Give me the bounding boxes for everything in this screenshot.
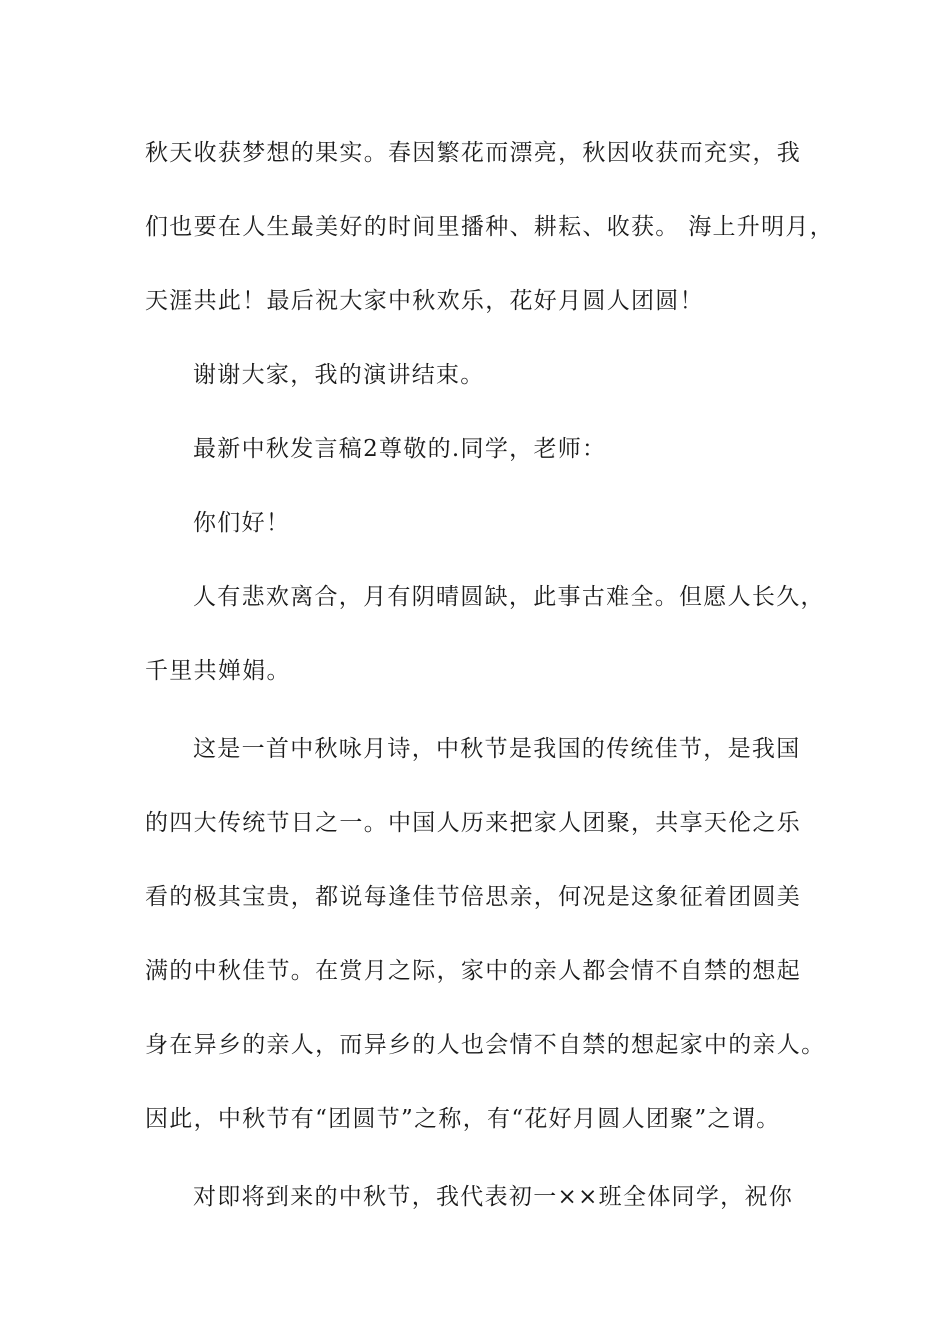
text-line: 满的中秋佳节。在赏月之际，家中的亲人都会情不自禁的想起 (145, 958, 802, 984)
text-line: 的四大传统节日之一。中国人历来把家人团聚，共享天伦之乐 (145, 810, 802, 836)
text-line: 们也要在人生最美好的时间里播种、耕耘、收获。 海上升明月， (145, 214, 835, 240)
text-line: 因此，中秋节有“团圆节”之称，有“花好月圆人团聚”之谓。 (145, 1106, 781, 1132)
text-line: 对即将到来的中秋节，我代表初一××班全体同学，祝你 (193, 1184, 794, 1210)
text-line: 最新中秋发言稿2尊敬的.同学，老师： (193, 436, 607, 462)
text-line: 你们好！ (193, 510, 291, 536)
text-line: 秋天收获梦想的果实。春因繁花而漂亮，秋因收获而充实，我 (145, 140, 802, 166)
text-line: 看的极其宝贵，都说每逢佳节倍思亲，何况是这象征着团圆美 (145, 884, 802, 910)
text-line: 千里共婵娟。 (145, 658, 291, 684)
text-line: 谢谢大家，我的演讲结束。 (193, 362, 485, 388)
text-line: 天涯共此！最后祝大家中秋欢乐，花好月圆人团圆！ (145, 288, 704, 314)
text-line: 这是一首中秋咏月诗，中秋节是我国的传统佳节，是我国 (193, 736, 801, 762)
text-line: 人有悲欢离合，月有阴晴圆缺，此事古难全。但愿人长久， (193, 584, 825, 610)
text-line: 身在异乡的亲人，而异乡的人也会情不自禁的想起家中的亲人。 (145, 1032, 826, 1058)
